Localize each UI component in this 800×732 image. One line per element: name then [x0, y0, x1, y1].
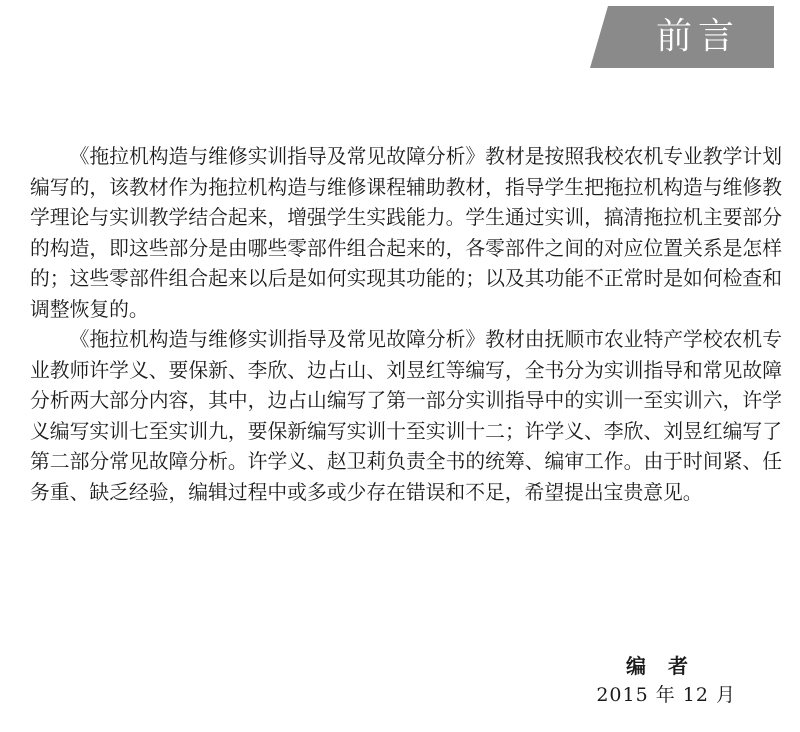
- paragraph-1: 《拖拉机构造与维修实训指导及常见故障分析》教材是按照我校农机专业教学计划编写的，该教材作为拖拉机构造与维修课程辅助教材，指导学生把拖拉机构造与维修教学理论与实训教学结合起来，增强学生实践能力。学生通过实训，搞清拖拉机主要部分的构造，即这些部分是由哪些零部件组合起来的，各零部件之间的对应位置关系是怎样的；这些零部件组合起来以后是如何实现其功能的；以及其功能不正常时是如何检查和调整恢复的。: [30, 145, 782, 321]
- author-signature: 编者: [626, 654, 710, 678]
- paragraph-2: 《拖拉机构造与维修实训指导及常见故障分析》教材由抚顺市农业特产学校农机专业教师许学义、要保新、李欣、边占山、刘昱红等编写，全书分为实训指导和常见故障分析两大部分内容，其中，边占山编写了第一部分实训指导中的实训一至实训六，许学义编写实训七至实训九，要保新编写实训十至实训十二；许学义、李欣、刘昱红编写了第二部分常见故障分析。许学义、赵卫莉负责全书的统筹、编审工作。由于时间紧、任务重、缺乏经验，编辑过程中或多或少存在错误和不足，希望提出宝贵意见。: [30, 328, 782, 504]
- preface-body: [30, 142, 782, 508]
- page-title: 前言: [656, 16, 741, 57]
- signature-date: 2015 年 12 月: [596, 684, 736, 706]
- header-tab: [590, 6, 774, 68]
